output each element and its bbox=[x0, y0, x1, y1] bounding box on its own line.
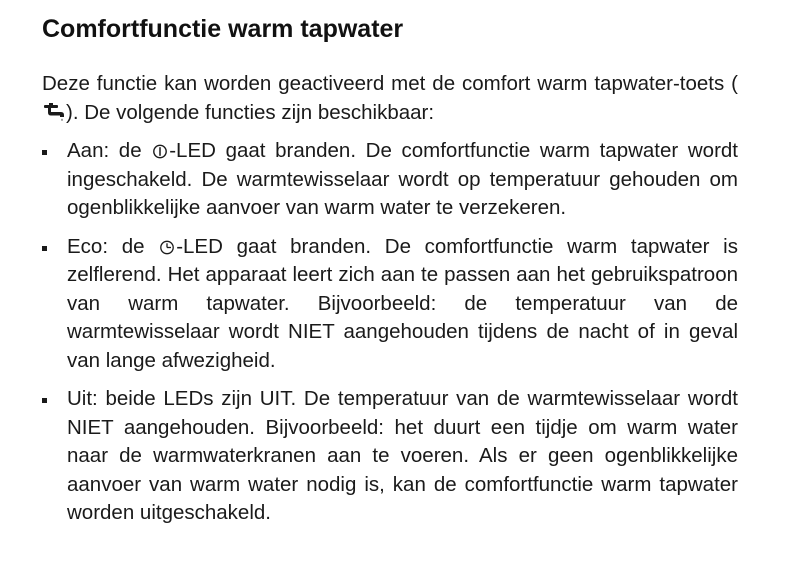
list-item-eco bbox=[42, 233, 738, 376]
bullet-marker bbox=[42, 150, 47, 155]
tap-icon bbox=[42, 103, 66, 121]
intro-text-start: Deze functie kan worden geactiveerd met de comfort warm tapwater-toets ( bbox=[42, 72, 738, 95]
item-text: -LED gaat branden. De comfortfunctie warm tapwater wordt ingeschakeld. De warmtewisselaar wordt op temperatuur gehouden om ogenblikkelijke aanvoer van warm water te verzekeren. bbox=[67, 139, 738, 219]
item-lead: Uit: beide LEDs zijn UIT. De temperatuur van de warmtewisselaar wordt NIET aangehouden. Bijvoorbeeld: het duurt een tijdje om warm water naar de warmwaterkranen aan te voeren. Als er geen ogenblikkelijke aanvoer van warm water nodig is, kan de comfortfunctie warm tapwater worden uitgeschakeld. bbox=[67, 387, 738, 524]
clock-icon bbox=[159, 239, 175, 255]
item-lead: Aan: de bbox=[67, 139, 152, 162]
item-lead: Eco: de bbox=[67, 234, 159, 258]
document-page bbox=[42, 10, 738, 528]
bullet-marker bbox=[42, 246, 47, 251]
intro-text-end: ). De volgende functies zijn beschikbaar: bbox=[66, 100, 435, 124]
feature-list bbox=[42, 137, 738, 528]
list-item-aan bbox=[42, 137, 738, 223]
intro-paragraph bbox=[42, 70, 738, 127]
power-on-icon bbox=[152, 143, 168, 159]
page-title: Comfortfunctie warm tapwater bbox=[42, 15, 404, 43]
item-text: -LED gaat branden. De comfortfunctie warm tapwater is zelflerend. Het apparaat leert zich aan te passen aan het gebruikspatroon van warm tapwater. Bijvoorbeeld: de temperatuur van de warmtewisselaar wordt NIET aangehouden tijdens de nacht of in geval van lange afwezigheid. bbox=[67, 234, 738, 372]
bullet-marker bbox=[42, 398, 47, 403]
list-item-uit bbox=[42, 385, 738, 528]
